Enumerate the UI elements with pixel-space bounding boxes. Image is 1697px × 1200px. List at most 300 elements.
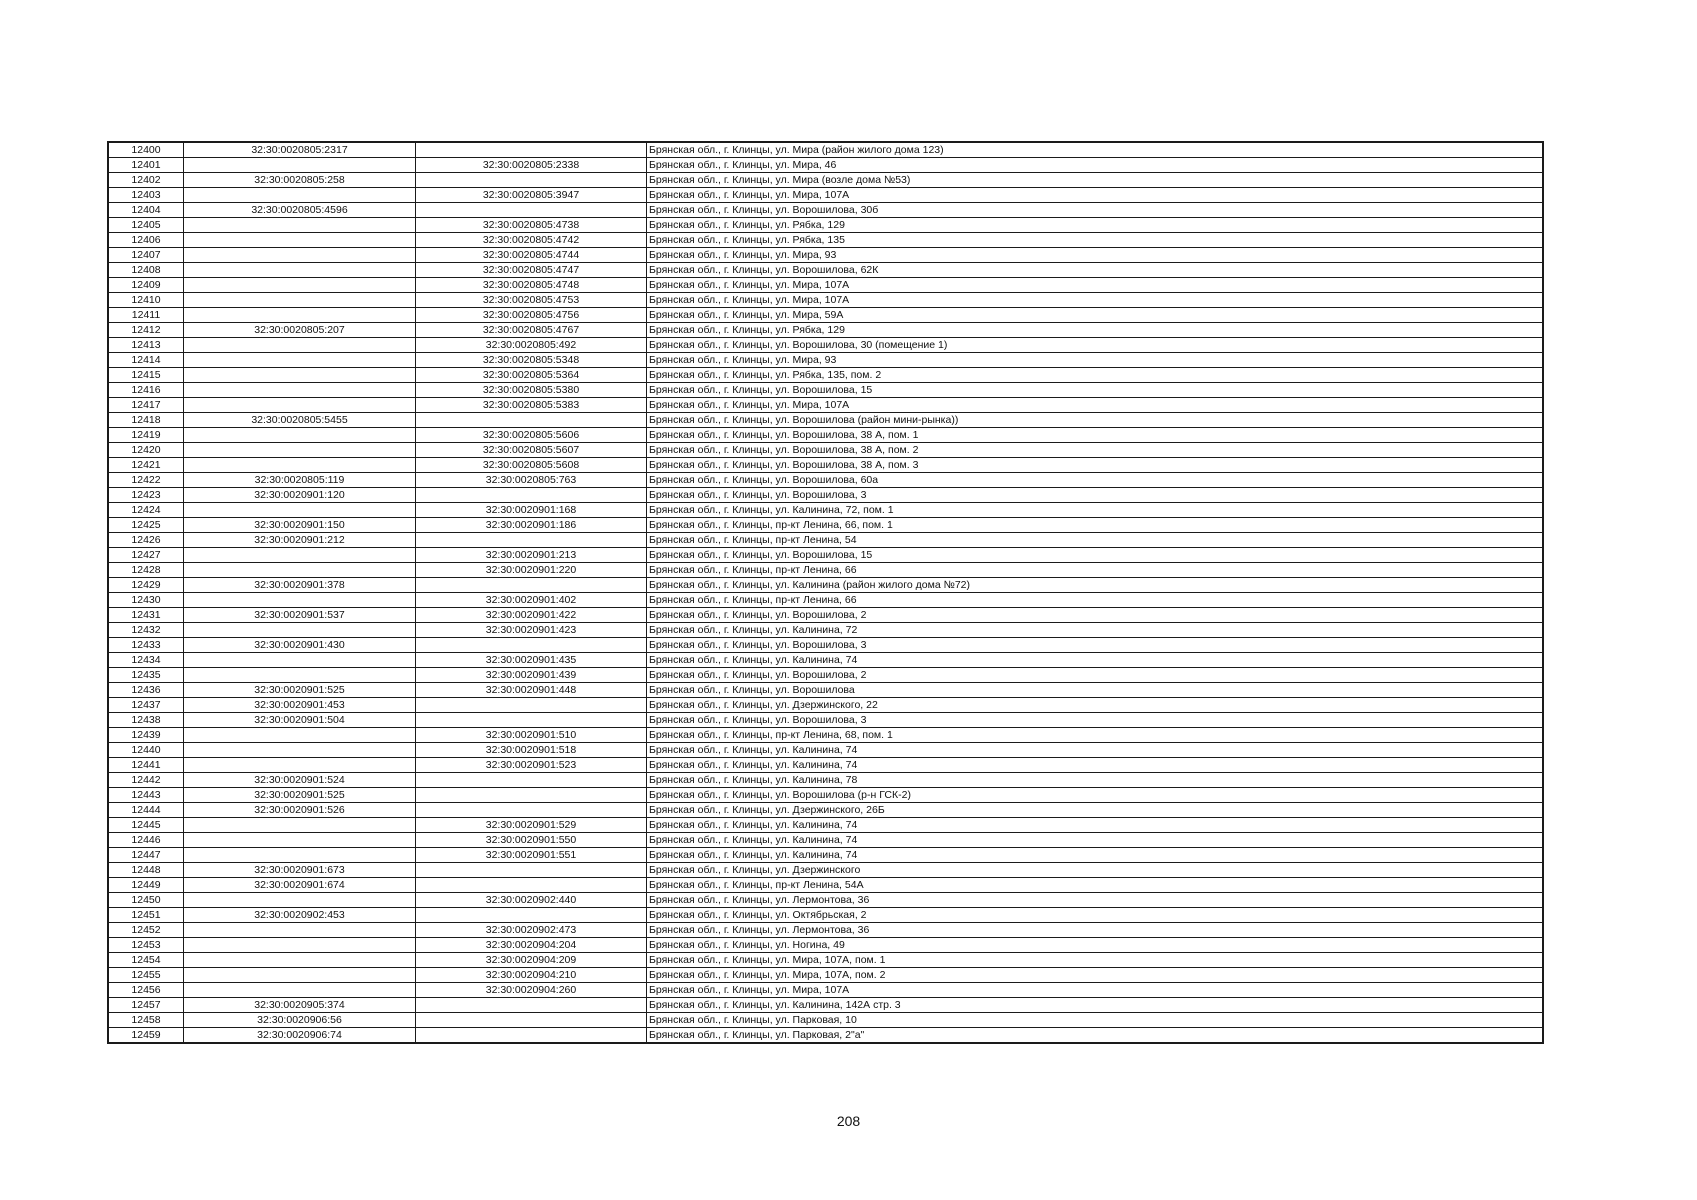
cadastral-number-land: 32:30:0020805:258 — [184, 173, 416, 188]
address-cell: Брянская обл., г. Клинцы, ул. Калинина, 74 — [647, 833, 1543, 848]
row-number: 12435 — [109, 668, 184, 683]
cadastral-number-land — [184, 293, 416, 308]
cadastral-number-object: 32:30:0020805:3947 — [416, 188, 647, 203]
cadastral-number-object: 32:30:0020805:4747 — [416, 263, 647, 278]
cadastral-number-object: 32:30:0020901:220 — [416, 563, 647, 578]
row-number: 12421 — [109, 458, 184, 473]
row-number: 12458 — [109, 1013, 184, 1028]
cadastral-number-land — [184, 443, 416, 458]
cadastral-number-object: 32:30:0020901:518 — [416, 743, 647, 758]
cadastral-number-object: 32:30:0020805:5380 — [416, 383, 647, 398]
row-number: 12411 — [109, 308, 184, 323]
table-row — [109, 893, 1543, 908]
address-cell: Брянская обл., г. Клинцы, ул. Ворошилова (район мини-рынка)) — [647, 413, 1543, 428]
cadastral-number-object: 32:30:0020904:260 — [416, 983, 647, 998]
row-number: 12406 — [109, 233, 184, 248]
cadastral-number-land — [184, 833, 416, 848]
row-number: 12455 — [109, 968, 184, 983]
table-row — [109, 773, 1543, 788]
cadastral-number-land — [184, 923, 416, 938]
cadastral-number-object — [416, 578, 647, 593]
cadastral-number-land — [184, 263, 416, 278]
table-row — [109, 248, 1543, 263]
table-row — [109, 548, 1543, 563]
table-row — [109, 653, 1543, 668]
row-number: 12437 — [109, 698, 184, 713]
table-row — [109, 218, 1543, 233]
row-number: 12408 — [109, 263, 184, 278]
address-cell: Брянская обл., г. Клинцы, ул. Парковая, 10 — [647, 1013, 1543, 1028]
address-cell: Брянская обл., г. Клинцы, пр-кт Ленина, 66 — [647, 563, 1543, 578]
cadastral-number-land: 32:30:0020805:4596 — [184, 203, 416, 218]
cadastral-number-object: 32:30:0020901:439 — [416, 668, 647, 683]
address-cell: Брянская обл., г. Клинцы, ул. Ворошилова — [647, 683, 1543, 698]
cadastral-number-land — [184, 218, 416, 233]
cadastral-number-object — [416, 878, 647, 893]
cadastral-number-land — [184, 848, 416, 863]
cadastral-number-land: 32:30:0020901:430 — [184, 638, 416, 653]
address-cell: Брянская обл., г. Клинцы, ул. Калинина, 74 — [647, 743, 1543, 758]
table-row — [109, 878, 1543, 893]
cadastral-number-land: 32:30:0020901:537 — [184, 608, 416, 623]
table-row — [109, 983, 1543, 998]
cadastral-number-object: 32:30:0020805:5348 — [416, 353, 647, 368]
table-row — [109, 863, 1543, 878]
row-number: 12427 — [109, 548, 184, 563]
address-cell: Брянская обл., г. Клинцы, ул. Ворошилова, 38 А, пом. 1 — [647, 428, 1543, 443]
row-number: 12402 — [109, 173, 184, 188]
address-cell: Брянская обл., г. Клинцы, ул. Мира, 107А, пом. 1 — [647, 953, 1543, 968]
cadastral-number-object: 32:30:0020901:422 — [416, 608, 647, 623]
table-row — [109, 173, 1543, 188]
address-cell: Брянская обл., г. Клинцы, ул. Ворошилова, 30б — [647, 203, 1543, 218]
cadastral-number-object — [416, 533, 647, 548]
table-row — [109, 938, 1543, 953]
address-cell: Брянская обл., г. Клинцы, ул. Ворошилова, 2 — [647, 668, 1543, 683]
cadastral-number-object: 32:30:0020805:5383 — [416, 398, 647, 413]
address-cell: Брянская обл., г. Клинцы, ул. Лермонтова, 36 — [647, 893, 1543, 908]
cadastral-number-land — [184, 953, 416, 968]
table-row — [109, 443, 1543, 458]
cadastral-number-object: 32:30:0020901:448 — [416, 683, 647, 698]
address-cell: Брянская обл., г. Клинцы, ул. Мира, 107А — [647, 188, 1543, 203]
row-number: 12433 — [109, 638, 184, 653]
address-cell: Брянская обл., г. Клинцы, ул. Калинина, 78 — [647, 773, 1543, 788]
address-cell: Брянская обл., г. Клинцы, ул. Мира, 93 — [647, 353, 1543, 368]
cadastral-number-land — [184, 188, 416, 203]
row-number: 12436 — [109, 683, 184, 698]
address-cell: Брянская обл., г. Клинцы, ул. Калинина, 142А стр. 3 — [647, 998, 1543, 1013]
row-number: 12457 — [109, 998, 184, 1013]
row-number: 12425 — [109, 518, 184, 533]
table-row — [109, 338, 1543, 353]
cadastral-number-object: 32:30:0020805:4756 — [416, 308, 647, 323]
address-cell: Брянская обл., г. Клинцы, ул. Мира, 107А — [647, 278, 1543, 293]
cadastral-number-land — [184, 728, 416, 743]
cadastral-number-land: 32:30:0020906:74 — [184, 1028, 416, 1043]
row-number: 12414 — [109, 353, 184, 368]
address-cell: Брянская обл., г. Клинцы, ул. Ворошилова, 2 — [647, 608, 1543, 623]
cadastral-number-land — [184, 278, 416, 293]
table-row — [109, 908, 1543, 923]
cadastral-number-land — [184, 668, 416, 683]
table-row — [109, 968, 1543, 983]
row-number: 12418 — [109, 413, 184, 428]
address-cell: Брянская обл., г. Клинцы, ул. Мира, 107А — [647, 983, 1543, 998]
cadastral-number-land — [184, 368, 416, 383]
address-cell: Брянская обл., г. Клинцы, ул. Ворошилова, 38 А, пом. 3 — [647, 458, 1543, 473]
cadastral-number-object — [416, 638, 647, 653]
table-row — [109, 668, 1543, 683]
cadastral-number-land — [184, 458, 416, 473]
row-number: 12439 — [109, 728, 184, 743]
address-cell: Брянская обл., г. Клинцы, ул. Ворошилова, 38 А, пом. 2 — [647, 443, 1543, 458]
address-cell: Брянская обл., г. Клинцы, ул. Ворошилова, 62К — [647, 263, 1543, 278]
cadastral-number-object: 32:30:0020805:4748 — [416, 278, 647, 293]
address-cell: Брянская обл., г. Клинцы, ул. Мира, 107А — [647, 398, 1543, 413]
cadastral-number-object — [416, 773, 647, 788]
address-cell: Брянская обл., г. Клинцы, пр-кт Ленина, 66 — [647, 593, 1543, 608]
address-cell: Брянская обл., г. Клинцы, ул. Мира, 107А — [647, 293, 1543, 308]
table-row — [109, 323, 1543, 338]
row-number: 12452 — [109, 923, 184, 938]
cadastral-number-object: 32:30:0020901:550 — [416, 833, 647, 848]
table-row — [109, 278, 1543, 293]
table-row — [109, 263, 1543, 278]
table-row — [109, 308, 1543, 323]
cadastral-number-land — [184, 623, 416, 638]
cadastral-number-land — [184, 428, 416, 443]
address-cell: Брянская обл., г. Клинцы, ул. Дзержинского, 26Б — [647, 803, 1543, 818]
cadastral-number-land — [184, 158, 416, 173]
cadastral-number-object: 32:30:0020805:5364 — [416, 368, 647, 383]
address-cell: Брянская обл., г. Клинцы, ул. Ворошилова, 15 — [647, 548, 1543, 563]
cadastral-number-object — [416, 143, 647, 158]
table-row — [109, 368, 1543, 383]
cadastral-number-object: 32:30:0020901:402 — [416, 593, 647, 608]
row-number: 12405 — [109, 218, 184, 233]
row-number: 12410 — [109, 293, 184, 308]
cadastral-number-object: 32:30:0020901:435 — [416, 653, 647, 668]
table-row — [109, 608, 1543, 623]
row-number: 12426 — [109, 533, 184, 548]
cadastral-number-object: 32:30:0020901:551 — [416, 848, 647, 863]
row-number: 12446 — [109, 833, 184, 848]
address-cell: Брянская обл., г. Клинцы, ул. Ворошилова, 3 — [647, 713, 1543, 728]
cadastral-number-object: 32:30:0020904:210 — [416, 968, 647, 983]
row-number: 12448 — [109, 863, 184, 878]
address-cell: Брянская обл., г. Клинцы, ул. Ворошилова, 15 — [647, 383, 1543, 398]
cadastral-number-object: 32:30:0020901:423 — [416, 623, 647, 638]
address-cell: Брянская обл., г. Клинцы, ул. Калинина, 72 — [647, 623, 1543, 638]
row-number: 12456 — [109, 983, 184, 998]
cadastral-number-land: 32:30:0020901:453 — [184, 698, 416, 713]
row-number: 12440 — [109, 743, 184, 758]
address-cell: Брянская обл., г. Клинцы, ул. Рябка, 129 — [647, 323, 1543, 338]
page-number: 208 — [836, 1113, 861, 1129]
table-row — [109, 803, 1543, 818]
cadastral-number-land — [184, 758, 416, 773]
table-row — [109, 713, 1543, 728]
cadastral-number-object: 32:30:0020901:213 — [416, 548, 647, 563]
cadastral-number-object: 32:30:0020805:2338 — [416, 158, 647, 173]
table-row — [109, 413, 1543, 428]
cadastral-number-object — [416, 863, 647, 878]
row-number: 12401 — [109, 158, 184, 173]
table-row — [109, 698, 1543, 713]
row-number: 12429 — [109, 578, 184, 593]
cadastral-number-object — [416, 413, 647, 428]
address-cell: Брянская обл., г. Клинцы, ул. Калинина, 74 — [647, 653, 1543, 668]
address-cell: Брянская обл., г. Клинцы, ул. Мира, 107А, пом. 2 — [647, 968, 1543, 983]
table-row — [109, 1013, 1543, 1028]
row-number: 12454 — [109, 953, 184, 968]
cadastral-number-object — [416, 488, 647, 503]
address-cell: Брянская обл., г. Клинцы, ул. Калинина, 72, пом. 1 — [647, 503, 1543, 518]
address-cell: Брянская обл., г. Клинцы, ул. Ворошилова, 3 — [647, 638, 1543, 653]
row-number: 12442 — [109, 773, 184, 788]
cadastral-number-land — [184, 743, 416, 758]
cadastral-number-object: 32:30:0020901:523 — [416, 758, 647, 773]
row-number: 12412 — [109, 323, 184, 338]
row-number: 12451 — [109, 908, 184, 923]
table-row — [109, 428, 1543, 443]
table-row — [109, 683, 1543, 698]
table-row — [109, 578, 1543, 593]
row-number: 12431 — [109, 608, 184, 623]
cadastral-number-land: 32:30:0020905:374 — [184, 998, 416, 1013]
cadastral-number-land — [184, 338, 416, 353]
row-number: 12419 — [109, 428, 184, 443]
cadastral-number-object — [416, 1013, 647, 1028]
cadastral-number-land: 32:30:0020901:674 — [184, 878, 416, 893]
cadastral-number-object: 32:30:0020805:4738 — [416, 218, 647, 233]
table-row — [109, 503, 1543, 518]
cadastral-number-land: 32:30:0020901:524 — [184, 773, 416, 788]
cadastral-number-land — [184, 593, 416, 608]
row-number: 12416 — [109, 383, 184, 398]
table-row — [109, 203, 1543, 218]
row-number: 12453 — [109, 938, 184, 953]
cadastral-number-land: 32:30:0020901:525 — [184, 683, 416, 698]
address-cell: Брянская обл., г. Клинцы, ул. Мира, 93 — [647, 248, 1543, 263]
row-number: 12413 — [109, 338, 184, 353]
cadastral-number-land — [184, 938, 416, 953]
cadastral-number-object: 32:30:0020901:510 — [416, 728, 647, 743]
table-row — [109, 143, 1543, 158]
row-number: 12444 — [109, 803, 184, 818]
cadastral-number-object: 32:30:0020901:529 — [416, 818, 647, 833]
cadastral-number-land: 32:30:0020902:453 — [184, 908, 416, 923]
address-cell: Брянская обл., г. Клинцы, ул. Мира (район жилого дома 123) — [647, 143, 1543, 158]
row-number: 12422 — [109, 473, 184, 488]
cadastral-number-object: 32:30:0020902:440 — [416, 893, 647, 908]
cadastral-number-land — [184, 398, 416, 413]
cadastral-number-land — [184, 548, 416, 563]
row-number: 12447 — [109, 848, 184, 863]
table-row — [109, 743, 1543, 758]
cadastral-number-object — [416, 803, 647, 818]
table-row — [109, 398, 1543, 413]
row-number: 12438 — [109, 713, 184, 728]
cadastral-number-object: 32:30:0020805:4767 — [416, 323, 647, 338]
table-row — [109, 788, 1543, 803]
row-number: 12443 — [109, 788, 184, 803]
cadastral-table — [108, 142, 1543, 1043]
cadastral-number-object: 32:30:0020901:168 — [416, 503, 647, 518]
table-row — [109, 593, 1543, 608]
row-number: 12445 — [109, 818, 184, 833]
cadastral-number-land — [184, 503, 416, 518]
cadastral-number-object: 32:30:0020805:4744 — [416, 248, 647, 263]
cadastral-number-object — [416, 173, 647, 188]
cadastral-number-land: 32:30:0020805:2317 — [184, 143, 416, 158]
row-number: 12434 — [109, 653, 184, 668]
row-number: 12417 — [109, 398, 184, 413]
cadastral-number-land — [184, 983, 416, 998]
cadastral-number-object: 32:30:0020904:204 — [416, 938, 647, 953]
cadastral-number-object — [416, 908, 647, 923]
table-row — [109, 638, 1543, 653]
table-body — [109, 143, 1543, 1043]
address-cell: Брянская обл., г. Клинцы, ул. Дзержинского, 22 — [647, 698, 1543, 713]
address-cell: Брянская обл., г. Клинцы, ул. Рябка, 129 — [647, 218, 1543, 233]
cadastral-number-object — [416, 203, 647, 218]
address-cell: Брянская обл., г. Клинцы, пр-кт Ленина, 66, пом. 1 — [647, 518, 1543, 533]
cadastral-number-land — [184, 353, 416, 368]
cadastral-number-land — [184, 563, 416, 578]
row-number: 12449 — [109, 878, 184, 893]
table-row — [109, 563, 1543, 578]
table-row — [109, 833, 1543, 848]
table-row — [109, 293, 1543, 308]
cadastral-number-land: 32:30:0020901:378 — [184, 578, 416, 593]
cadastral-number-land: 32:30:0020901:673 — [184, 863, 416, 878]
table-row — [109, 353, 1543, 368]
table-row — [109, 998, 1543, 1013]
table-row — [109, 518, 1543, 533]
address-cell: Брянская обл., г. Клинцы, ул. Калинина, 74 — [647, 758, 1543, 773]
cadastral-number-land: 32:30:0020901:212 — [184, 533, 416, 548]
cadastral-number-land — [184, 653, 416, 668]
cadastral-number-land: 32:30:0020901:120 — [184, 488, 416, 503]
row-number: 12432 — [109, 623, 184, 638]
address-cell: Брянская обл., г. Клинцы, ул. Калинина (район жилого дома №72) — [647, 578, 1543, 593]
table-row — [109, 728, 1543, 743]
address-cell: Брянская обл., г. Клинцы, ул. Рябка, 135 — [647, 233, 1543, 248]
address-cell: Брянская обл., г. Клинцы, ул. Мира (возле дома №53) — [647, 173, 1543, 188]
table-row — [109, 488, 1543, 503]
row-number: 12428 — [109, 563, 184, 578]
table-row — [109, 458, 1543, 473]
cadastral-number-land — [184, 968, 416, 983]
table-row — [109, 233, 1543, 248]
address-cell: Брянская обл., г. Клинцы, ул. Ногина, 49 — [647, 938, 1543, 953]
address-cell: Брянская обл., г. Клинцы, ул. Калинина, 74 — [647, 818, 1543, 833]
cadastral-number-land: 32:30:0020805:5455 — [184, 413, 416, 428]
row-number: 12441 — [109, 758, 184, 773]
address-cell: Брянская обл., г. Клинцы, ул. Мира, 46 — [647, 158, 1543, 173]
cadastral-number-object: 32:30:0020805:763 — [416, 473, 647, 488]
cadastral-number-object: 32:30:0020805:492 — [416, 338, 647, 353]
row-number: 12415 — [109, 368, 184, 383]
cadastral-number-object — [416, 998, 647, 1013]
cadastral-number-object: 32:30:0020805:4753 — [416, 293, 647, 308]
row-number: 12430 — [109, 593, 184, 608]
cadastral-number-object — [416, 698, 647, 713]
cadastral-number-object — [416, 788, 647, 803]
address-cell: Брянская обл., г. Клинцы, ул. Ворошилова, 60а — [647, 473, 1543, 488]
row-number: 12423 — [109, 488, 184, 503]
cadastral-number-land — [184, 893, 416, 908]
cadastral-number-land — [184, 233, 416, 248]
cadastral-number-object: 32:30:0020904:209 — [416, 953, 647, 968]
row-number: 12424 — [109, 503, 184, 518]
row-number: 12420 — [109, 443, 184, 458]
cadastral-number-object: 32:30:0020805:5607 — [416, 443, 647, 458]
cadastral-number-object — [416, 713, 647, 728]
cadastral-number-object: 32:30:0020902:473 — [416, 923, 647, 938]
table-row — [109, 473, 1543, 488]
row-number: 12407 — [109, 248, 184, 263]
address-cell: Брянская обл., г. Клинцы, ул. Ворошилова, 30 (помещение 1) — [647, 338, 1543, 353]
table-row — [109, 158, 1543, 173]
address-cell: Брянская обл., г. Клинцы, ул. Парковая, 2"а" — [647, 1028, 1543, 1043]
cadastral-number-land: 32:30:0020805:207 — [184, 323, 416, 338]
row-number: 12409 — [109, 278, 184, 293]
address-cell: Брянская обл., г. Клинцы, ул. Дзержинского — [647, 863, 1543, 878]
table-row — [109, 533, 1543, 548]
address-cell: Брянская обл., г. Клинцы, ул. Ворошилова (р-н ГСК-2) — [647, 788, 1543, 803]
cadastral-number-land: 32:30:0020805:119 — [184, 473, 416, 488]
cadastral-number-land — [184, 818, 416, 833]
table-row — [109, 758, 1543, 773]
cadastral-number-land — [184, 383, 416, 398]
cadastral-number-object — [416, 1028, 647, 1043]
table-row — [109, 383, 1543, 398]
address-cell: Брянская обл., г. Клинцы, ул. Ворошилова, 3 — [647, 488, 1543, 503]
row-number: 12403 — [109, 188, 184, 203]
cadastral-number-land: 32:30:0020906:56 — [184, 1013, 416, 1028]
address-cell: Брянская обл., г. Клинцы, ул. Лермонтова, 36 — [647, 923, 1543, 938]
row-number: 12459 — [109, 1028, 184, 1043]
table-row — [109, 848, 1543, 863]
address-cell: Брянская обл., г. Клинцы, пр-кт Ленина, 54А — [647, 878, 1543, 893]
address-cell: Брянская обл., г. Клинцы, пр-кт Ленина, 68, пом. 1 — [647, 728, 1543, 743]
cadastral-number-object: 32:30:0020901:186 — [416, 518, 647, 533]
cadastral-number-land: 32:30:0020901:504 — [184, 713, 416, 728]
cadastral-number-land: 32:30:0020901:150 — [184, 518, 416, 533]
cadastral-number-object: 32:30:0020805:4742 — [416, 233, 647, 248]
table-row — [109, 188, 1543, 203]
table-row — [109, 623, 1543, 638]
cadastral-number-land: 32:30:0020901:526 — [184, 803, 416, 818]
address-cell: Брянская обл., г. Клинцы, ул. Калинина, 74 — [647, 848, 1543, 863]
row-number: 12400 — [109, 143, 184, 158]
address-cell: Брянская обл., г. Клинцы, ул. Октябрьская, 2 — [647, 908, 1543, 923]
table-row — [109, 953, 1543, 968]
address-cell: Брянская обл., г. Клинцы, ул. Мира, 59А — [647, 308, 1543, 323]
cadastral-number-land — [184, 308, 416, 323]
table-row — [109, 923, 1543, 938]
cadastral-number-land: 32:30:0020901:525 — [184, 788, 416, 803]
cadastral-number-object: 32:30:0020805:5608 — [416, 458, 647, 473]
row-number: 12450 — [109, 893, 184, 908]
cadastral-number-land — [184, 248, 416, 263]
address-cell: Брянская обл., г. Клинцы, пр-кт Ленина, 54 — [647, 533, 1543, 548]
table-row — [109, 1028, 1543, 1043]
row-number: 12404 — [109, 203, 184, 218]
